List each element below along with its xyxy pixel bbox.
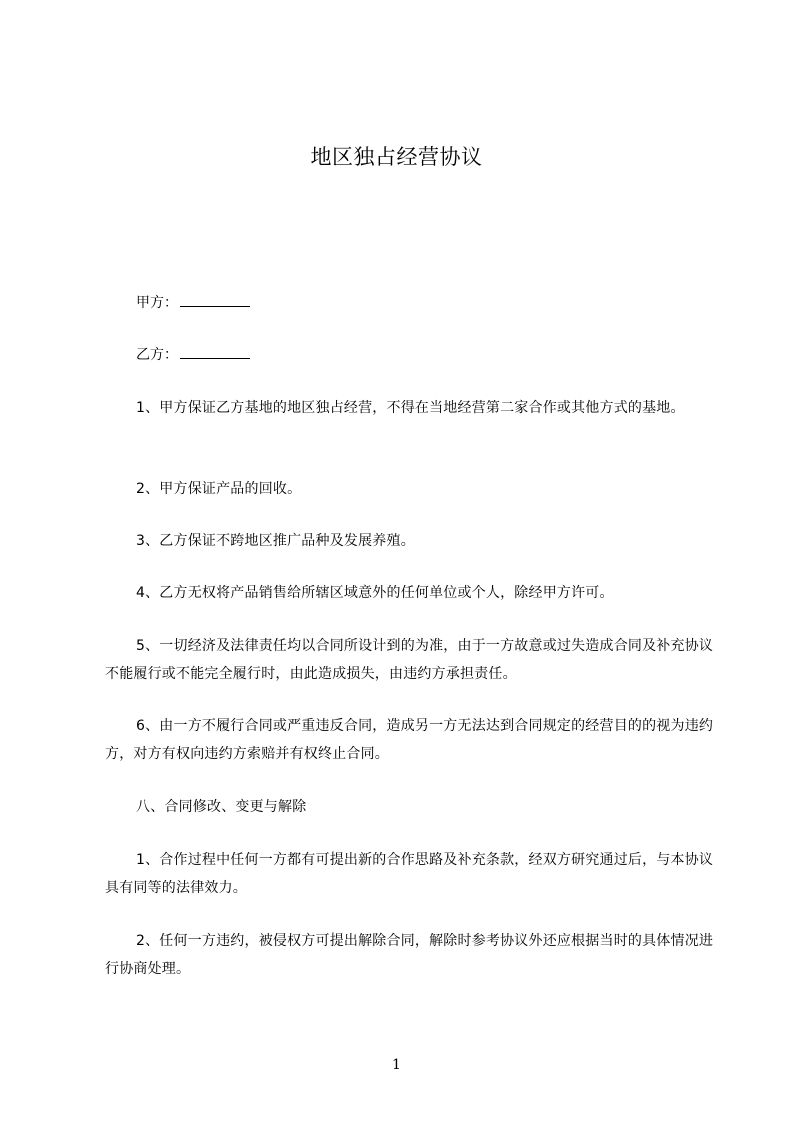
clause-6: 6、由一方不履行合同或严重违反合同，造成另一方无法达到合同规定的经营目的的视为违约方，对方有权向违约方索赔并有权终止合同。 [105,718,714,762]
party-b-line [136,344,250,365]
party-a-label: 甲方： [136,295,178,311]
clause-5: 5、一切经济及法律责任均以合同所设计到的为准，由于一方故意或过失造成合同及补充协议不能履行或不能完全履行时，由此造成损失，由违约方承担责任。 [105,638,714,682]
section-8-clause-2: 2、任何一方违约，被侵权方可提出解除合同，解除时参考协议外还应根据当时的具体情况进行协商处理。 [105,933,714,977]
document-title: 地区独占经营协议 [310,145,483,169]
party-a-blank [180,292,250,307]
party-b-label: 乙方： [136,347,178,363]
clause-3: 3、乙方保证不跨地区推广品种及发展养殖。 [136,533,415,549]
section-8-clause-1: 1、合作过程中任何一方都有可提出新的合作思路及补充条款，经双方研究通过后，与本协议具有同等的法律效力。 [105,852,714,896]
page-number: 1 [392,1057,401,1073]
party-b-blank [180,344,250,359]
clause-4: 4、乙方无权将产品销售给所辖区域意外的任何单位或个人，除经甲方许可。 [136,585,614,601]
section-heading-8: 八、合同修改、变更与解除 [136,799,307,815]
clause-1: 1、甲方保证乙方基地的地区独占经营，不得在当地经营第二家合作或其他方式的基地。 [136,400,685,416]
clause-2: 2、甲方保证产品的回收。 [136,481,302,497]
party-a-line [136,292,250,313]
